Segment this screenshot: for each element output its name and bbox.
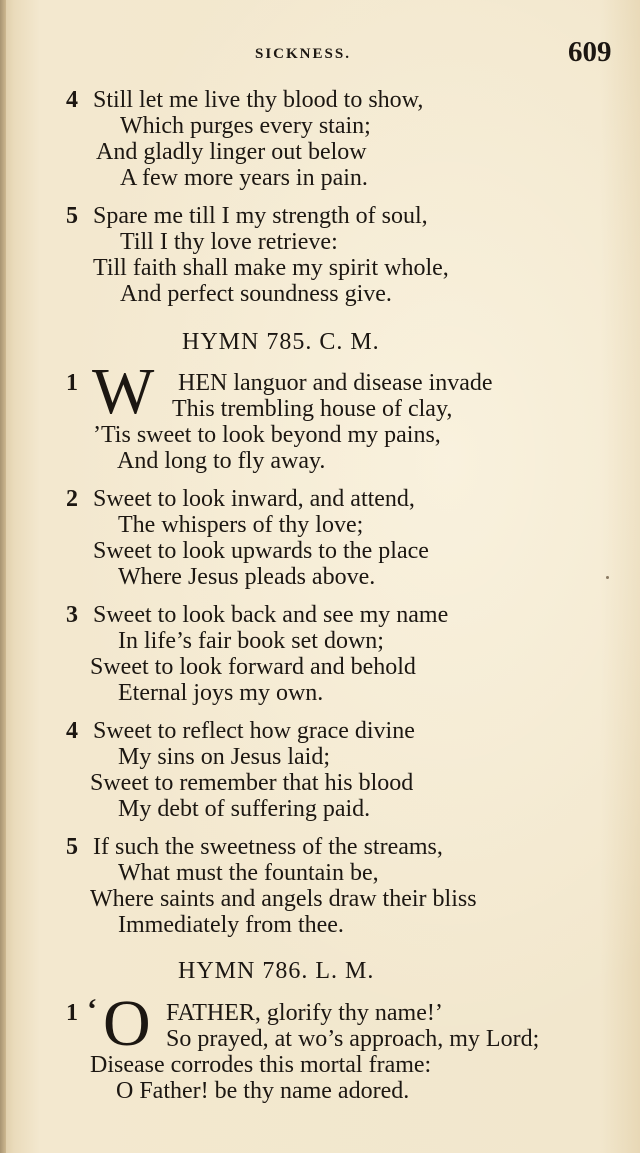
- verse-line: My debt of suffering paid.: [118, 796, 371, 822]
- verse-line: Spare me till I my strength of soul,: [93, 203, 428, 229]
- verse-line: Sweet to look forward and behold: [90, 654, 416, 680]
- verse-number: 2: [66, 486, 78, 512]
- verse-line: And gladly linger out below: [96, 139, 367, 165]
- verse-line: Sweet to look upwards to the place: [93, 538, 429, 564]
- verse-line: Till I thy love retrieve:: [120, 229, 338, 255]
- verse-line: And perfect soundness give.: [120, 281, 392, 307]
- verse-line: Where Jesus pleads above.: [118, 564, 376, 590]
- verse-line: Which purges every stain;: [120, 113, 371, 139]
- verse-number: 1: [66, 370, 78, 396]
- hymn-title: HYMN 786. L. M.: [178, 958, 375, 984]
- drop-cap: O: [103, 987, 151, 1060]
- verse-line: Till faith shall make my spirit whole,: [93, 255, 449, 281]
- verse-line: In life’s fair book set down;: [118, 628, 384, 654]
- verse-number: 1: [66, 1000, 78, 1026]
- verse-number: 3: [66, 602, 78, 628]
- verse-line: ’Tis sweet to look beyond my pains,: [93, 422, 441, 448]
- verse-number: 5: [66, 203, 78, 229]
- verse-line: Sweet to look inward, and attend,: [93, 486, 415, 512]
- verse-line: So prayed, at wo’s approach, my Lord;: [166, 1026, 540, 1052]
- verse-line: Immediately from thee.: [118, 912, 344, 938]
- verse-line: Sweet to remember that his blood: [90, 770, 414, 796]
- verse-line: My sins on Jesus laid;: [118, 744, 331, 770]
- page-edge: [0, 0, 6, 1153]
- verse-line: HEN languor and disease invade: [178, 370, 493, 396]
- verse-line: What must the fountain be,: [118, 860, 379, 886]
- verse-line: This trembling house of clay,: [172, 396, 453, 422]
- verse-line: Still let me live thy blood to show,: [93, 87, 424, 113]
- verse-number: 4: [66, 87, 78, 113]
- opening-quote: ‘: [87, 993, 97, 1026]
- verse-line: If such the sweetness of the streams,: [93, 834, 443, 860]
- verse-number: 4: [66, 718, 78, 744]
- running-title: SICKNESS.: [255, 46, 351, 62]
- drop-cap: W: [92, 355, 155, 428]
- verse-line: Eternal joys my own.: [118, 680, 324, 706]
- verse-line: Sweet to reflect how grace divine: [93, 718, 415, 744]
- verse-line: The whispers of thy love;: [118, 512, 364, 538]
- verse-line: FATHER, glorify thy name!’: [166, 1000, 443, 1026]
- verse-line: Disease corrodes this mortal frame:: [90, 1052, 432, 1078]
- verse-number: 5: [66, 834, 78, 860]
- verse-line: Where saints and angels draw their bliss: [90, 886, 477, 912]
- verse-line: And long to fly away.: [117, 448, 326, 474]
- verse-line: Sweet to look back and see my name: [93, 602, 449, 628]
- verse-line: O Father! be thy name adored.: [116, 1078, 410, 1104]
- paper-speck: [606, 576, 609, 579]
- page-number: 609: [568, 36, 612, 68]
- page-header: [0, 36, 640, 80]
- verse-line: A few more years in pain.: [120, 165, 368, 191]
- hymn-title: HYMN 785. C. M.: [182, 329, 380, 355]
